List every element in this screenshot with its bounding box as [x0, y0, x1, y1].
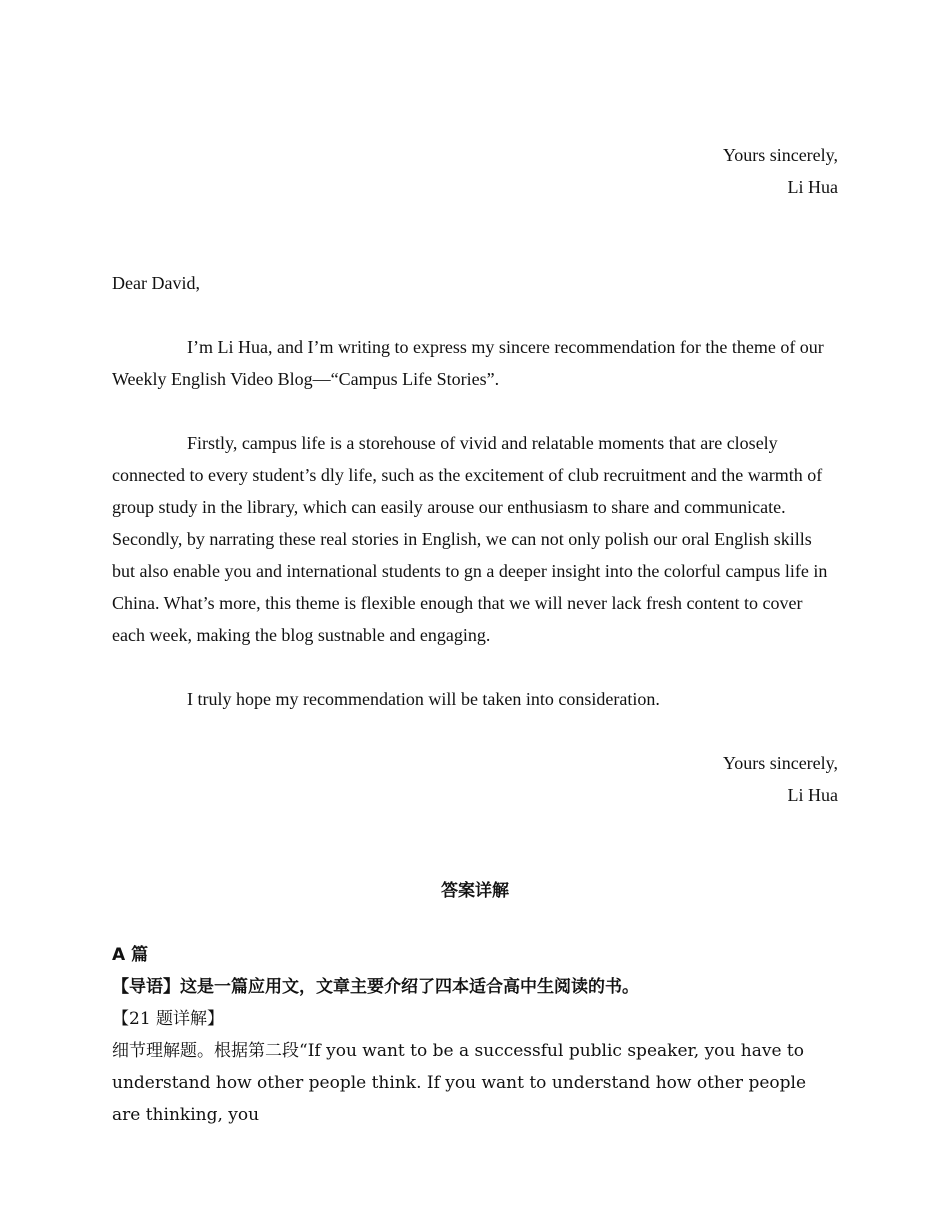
- question-21-explanation: 细节理解题。根据第二段“If you want to be a successful public speaker, you have to understand how other people think. If you want to understand how other people are thinking, you: [112, 1041, 807, 1125]
- letter-signoff: [112, 747, 838, 811]
- top-closing: Yours sincerely,: [723, 145, 838, 165]
- letter-closing: Yours sincerely,: [723, 753, 838, 773]
- paragraph-closing: I truly hope my recommendation will be taken into consideration.: [187, 689, 660, 709]
- top-signature: Li Hua: [787, 177, 838, 197]
- intro-note: 【导语】这是一篇应用文，文章主要介绍了四本适合高中生阅读的书。: [112, 977, 639, 997]
- letter-signature: Li Hua: [787, 785, 838, 805]
- paragraph-reasons: Firstly, campus life is a storehouse of vivid and relatable moments that are closely connected to every student’s dly life, such as the excitement of club recruitment and the warmth of group study in the library, which can easily arouse our enthusiasm to share and communicate. Secondly, by narrating these real stories in English, we can not only polish our oral English skills but also enable you and international students to gn a deeper insight into the colorful campus life in China. What’s more, this theme is flexible enough that we will never lack fresh content to cover each week, making the blog sustnable and engaging.: [112, 433, 828, 645]
- top-signoff: [112, 139, 838, 203]
- question-21-heading: 【21 题详解】: [112, 1009, 225, 1029]
- answers-title: 答案详解: [441, 881, 509, 901]
- salutation: Dear David,: [112, 273, 200, 293]
- document-page: [112, 139, 838, 1131]
- section-heading: A 篇: [112, 945, 149, 965]
- paragraph-intro: I’m Li Hua, and I’m writing to express my sincere recommendation for the theme of our Weekly English Video Blog—“Campus Life Stories”.: [112, 337, 824, 389]
